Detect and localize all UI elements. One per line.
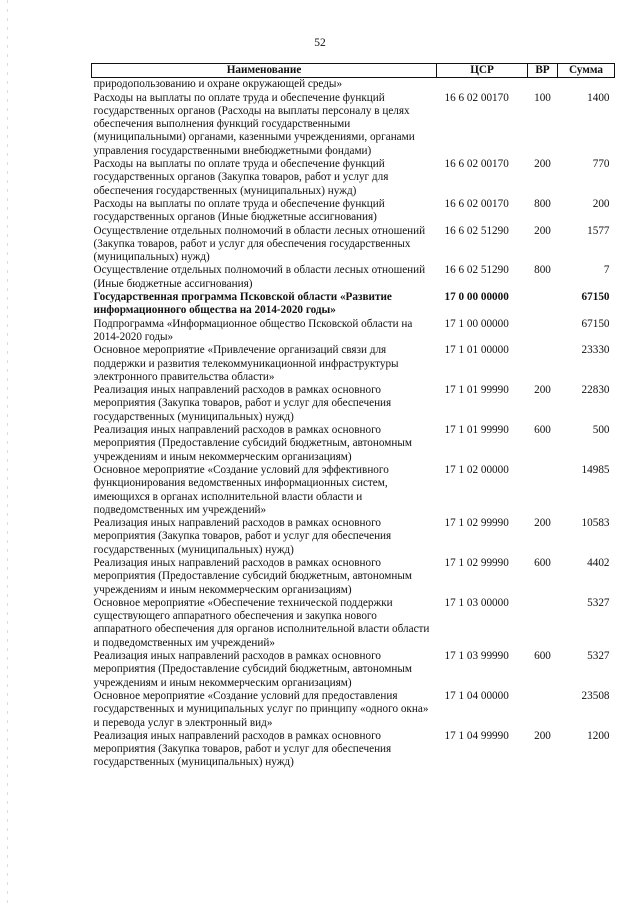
- cell-csr: 16 6 02 00170: [444, 197, 509, 210]
- cell-vr: 800: [534, 264, 551, 277]
- cell-name: Реализация иных направлений расходов в рамках основного мероприятия (Закупка товаров, работ и услуг для обеспечения государственных (муниципальных) нужд): [93, 517, 392, 556]
- cell-vr: [528, 78, 558, 92]
- cell-name: Реализация иных направлений расходов в рамках основного мероприятия (Предоставление субсидий бюджетным, автономным учреждениям и иным некоммерческим организациям): [93, 650, 412, 689]
- header-sum: Сумма: [558, 64, 615, 78]
- cell-vr: [528, 464, 558, 517]
- cell-vr: [528, 291, 558, 318]
- cell-csr: 17 1 02 00000: [444, 463, 509, 476]
- cell-vr: [528, 597, 558, 650]
- cell-name: Государственная программа Псковской области «Развитие информационного общества на 2014-2020 годы»: [93, 291, 392, 317]
- cell-sum: 1400: [587, 91, 610, 104]
- cell-name: Расходы на выплаты по оплате труда и обеспечение функций государственных органов (Иные бюджетные ассигнования): [93, 197, 385, 224]
- cell-sum: 500: [592, 424, 610, 437]
- cell-name: Расходы на выплаты по оплате труда и обеспечение функций государственных органов (Закупка товаров, работ и услуг для обеспечения государственных (муниципальных) нужд): [93, 158, 389, 197]
- cell-vr: 100: [534, 91, 551, 104]
- cell-name: Осуществление отдельных полномочий в области лесных отношений (Иные бюджетные ассигнования): [93, 264, 426, 290]
- cell-name: Основное мероприятие «Создание условий для эффективного функционирования ведомственных информационных систем, имеющихся в органах исполнительной власти области и подведомственных им учреждений»: [93, 463, 389, 516]
- cell-sum: 4402: [587, 556, 610, 569]
- cell-vr: 600: [534, 650, 551, 663]
- cell-sum: 23330: [581, 344, 610, 357]
- table-row: [92, 158, 615, 198]
- cell-sum: 1200: [587, 729, 610, 742]
- cell-csr: 16 6 02 00170: [444, 91, 509, 104]
- cell-sum: 10583: [581, 517, 610, 530]
- table-row: [92, 344, 615, 384]
- cell-csr: 17 1 04 99990: [444, 729, 509, 742]
- table-header-row: [92, 64, 615, 78]
- cell-csr: 17 1 02 99990: [444, 556, 509, 569]
- cell-vr: [528, 690, 558, 730]
- cell-csr: 17 1 02 99990: [444, 517, 509, 530]
- header-csr: ЦСР: [437, 64, 528, 78]
- table-row: [92, 92, 615, 158]
- table-row: [92, 597, 615, 650]
- cell-name: Основное мероприятие «Привлечение организаций связи для поддержки и развития телекоммуникационной инфраструктуры электронного правительства области»: [93, 344, 399, 383]
- header-name: Наименование: [92, 64, 437, 78]
- table-row: [92, 264, 615, 291]
- cell-sum: 1577: [587, 224, 610, 237]
- table-row: [92, 318, 615, 345]
- cell-csr: 16 6 02 00170: [444, 158, 509, 171]
- page-number: 52: [314, 37, 326, 49]
- cell-vr: 200: [534, 384, 551, 397]
- cell-csr: [437, 78, 528, 92]
- cell-csr: 17 1 00 00000: [444, 317, 509, 330]
- table-row: [92, 650, 615, 690]
- cell-vr: [528, 344, 558, 384]
- table-row: [92, 464, 615, 517]
- cell-sum: 5327: [587, 596, 610, 609]
- cell-name: Подпрограмма «Информационное общество Псковской области на 2014-2020 годы»: [93, 317, 413, 343]
- table-row: [92, 225, 615, 265]
- cell-sum: 67150: [581, 291, 610, 304]
- header-vr: ВР: [528, 64, 558, 78]
- cell-sum: 67150: [581, 317, 610, 330]
- cell-sum: 22830: [581, 384, 610, 397]
- cell-name: Основное мероприятие «Обеспечение технической поддержки существующего аппаратного обеспечения и закупка нового аппаратного обеспечения для органов исполнительной власти области и подведомственных им учреждений»: [93, 596, 430, 649]
- table-row: [92, 730, 615, 770]
- cell-name: Реализация иных направлений расходов в рамках основного мероприятия (Предоставление субсидий бюджетным, автономным учреждениям и иным некоммерческим организациям): [93, 556, 412, 596]
- table-body: [92, 78, 615, 770]
- cell-csr: 16 6 02 51290: [444, 224, 509, 237]
- table-row: [92, 517, 615, 557]
- cell-vr: 600: [534, 424, 551, 437]
- cell-sum: 7: [603, 264, 610, 277]
- cell-vr: 200: [534, 729, 551, 742]
- cell-name: Основное мероприятие «Создание условий для предоставления государственных и муниципальных услуг по принципу «одного окна» и перевода услуг в электронный вид»: [93, 689, 429, 729]
- cell-sum: [558, 78, 615, 92]
- table-row: [92, 198, 615, 225]
- scan-edge: [7, 0, 8, 905]
- cell-vr: 200: [534, 158, 551, 171]
- cell-csr: 17 1 01 99990: [444, 424, 509, 437]
- cell-vr: 200: [534, 517, 551, 530]
- cell-sum: 770: [592, 158, 610, 171]
- cell-vr: [528, 318, 558, 345]
- cell-name: Осуществление отдельных полномочий в области лесных отношений (Закупка товаров, работ и услуг для обеспечения государственных (муниципальных) нужд): [93, 224, 426, 264]
- cell-csr: 17 1 03 00000: [444, 596, 509, 609]
- cell-sum: 200: [592, 197, 610, 210]
- cell-csr: 17 1 01 99990: [444, 384, 509, 397]
- cell-vr: 800: [534, 197, 551, 210]
- table-row: [92, 424, 615, 464]
- cell-sum: 5327: [587, 650, 610, 663]
- cell-vr: 200: [534, 224, 551, 237]
- table-row: [92, 557, 615, 597]
- cell-sum: 14985: [581, 463, 610, 476]
- cell-name: Реализация иных направлений расходов в рамках основного мероприятия (Предоставление субсидий бюджетным, автономным учреждениям и иным некоммерческим организациям): [93, 424, 412, 463]
- cell-csr: 17 1 04 00000: [444, 689, 509, 702]
- cell-sum: 23508: [581, 689, 610, 702]
- cell-name: природопользованию и охране окружающей среды»: [93, 78, 343, 91]
- budget-table: [91, 63, 615, 770]
- cell-csr: 17 0 00 00000: [444, 291, 509, 304]
- table-row: [92, 78, 615, 92]
- cell-name: Реализация иных направлений расходов в рамках основного мероприятия (Закупка товаров, работ и услуг для обеспечения государственных (муниципальных) нужд): [93, 384, 392, 423]
- cell-name: Реализация иных направлений расходов в рамках основного мероприятия (Закупка товаров, работ и услуг для обеспечения государственных (муниципальных) нужд): [93, 729, 392, 769]
- table-row: [92, 384, 615, 424]
- table-row: [92, 291, 615, 318]
- table-row: [92, 690, 615, 730]
- cell-name: Расходы на выплаты по оплате труда и обеспечение функций государственных органов (Расходы на выплаты персоналу в целях обеспечения выполнения функций государственными (муниципальными) органами, казенными учреждениями, органами управления государственными внебюджетными фондами): [93, 91, 415, 157]
- cell-csr: 16 6 02 51290: [444, 264, 509, 277]
- cell-csr: 17 1 03 99990: [444, 650, 509, 663]
- cell-csr: 17 1 01 00000: [444, 344, 509, 357]
- cell-vr: 600: [534, 556, 551, 569]
